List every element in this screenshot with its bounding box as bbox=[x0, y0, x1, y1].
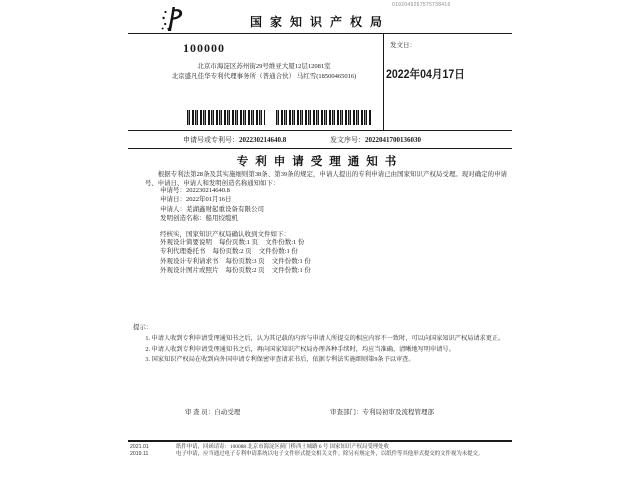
notes-title: 提示： bbox=[133, 324, 153, 331]
notice-intro: 根据专利法第28条及其实施细则第38条、第39条的规定，申请人提出的专利申请已由国家知识产权局受理。现对确定的申请号、申请日、申请人和发明创造名称通知如下： bbox=[145, 171, 507, 187]
agency-title: 国家知识产权局 bbox=[249, 15, 390, 29]
received-documents-list bbox=[160, 238, 311, 276]
footer-paper-line: 纸件申请，回函请寄：100088 北京市海淀区蓟门桥西土城路 6 号 国家知识产权局受理处收 bbox=[176, 444, 389, 450]
field-filing-date: 申请日：2022年01月16日 bbox=[160, 196, 232, 204]
dispatch-date-label: 发文日： bbox=[390, 42, 416, 49]
recipient-address bbox=[150, 62, 378, 82]
document-row: 专利代理委托书 每份页数:2 页 文件份数:1 份 bbox=[160, 248, 298, 256]
notice-title: 专利申请受理通知书 bbox=[236, 156, 404, 168]
received-documents-intro: 经核实，国家知识产权局确认收到文件如下： bbox=[160, 231, 290, 238]
divider bbox=[383, 33, 384, 130]
examiner-label: 审 查 员： bbox=[185, 409, 215, 416]
field-application-number: 申请号：202230214640.8 bbox=[160, 187, 230, 194]
form-code: 2019.11 bbox=[130, 451, 149, 457]
barcode bbox=[276, 110, 372, 125]
document-serial-number: 0192049267575738416 bbox=[392, 2, 451, 8]
examiner-row bbox=[185, 407, 240, 416]
note-item: 3. 国家知识产权局在收到向外国申请专利保密审查请求书后，依据专利法实施细则第9条予以审查。 bbox=[145, 356, 415, 363]
note-item: 2. 申请人收到专利申请受理通知书之后，再向国家知识产权局办理各种手续时，均应当准确、清晰地写明申请号。 bbox=[145, 345, 455, 353]
application-number: 202230214640.8 bbox=[239, 136, 287, 144]
divider bbox=[128, 440, 512, 442]
dispatch-serial-label: 发文序号： bbox=[330, 136, 365, 144]
dispatch-serial: 2022041700136030 bbox=[365, 136, 421, 144]
divider bbox=[128, 33, 512, 34]
recipient-agent-line: 北京盛凡佳华专利代理事务所（普通合伙） 马红雪(18500465016) bbox=[171, 73, 357, 80]
examiner-value: 自动受理 bbox=[214, 409, 241, 416]
form-code: 2021.01 bbox=[130, 444, 149, 450]
field-applicant: 申请人：芜湖鑫财起重设备有限公司 bbox=[160, 205, 264, 213]
divider bbox=[128, 148, 512, 149]
recipient-address-line: 北京市海淀区苏州街29号维亚大厦12层12081室 bbox=[197, 63, 331, 70]
recipient-postcode: 100000 bbox=[183, 41, 225, 55]
application-number-row bbox=[183, 135, 286, 145]
note-item: 1. 申请人收到专利申请受理通知书之后，认为其记载的内容与申请人所提交的相应内容不一致时，可以向国家知识产权局请求更正。 bbox=[145, 335, 505, 342]
barcode bbox=[187, 110, 265, 125]
divider bbox=[128, 130, 512, 131]
form-revision-codes bbox=[130, 444, 149, 458]
dispatch-serial-row bbox=[330, 135, 421, 145]
application-fields bbox=[160, 186, 264, 224]
document-row: 外观设计专利请求书 每份页数:3 页 文件份数:1 份 bbox=[160, 257, 311, 265]
footer-instructions bbox=[176, 444, 508, 458]
department-row bbox=[330, 407, 434, 416]
department-value: 专利局初审及流程管理部 bbox=[362, 409, 434, 416]
document-row: 外观设计图片或照片 每份页数:2 页 文件份数:1 份 bbox=[160, 267, 311, 275]
document-row: 外观设计简要说明 每份页数:1 页 文件份数:1 份 bbox=[160, 239, 305, 246]
footer-electronic-line: 电子申请，应当通过电子专利申请系统以电子文件形式提交相关文件。除另有规定外，以纸件等其他形式提交的文件视为未提交。 bbox=[176, 450, 484, 457]
notes-section bbox=[133, 322, 511, 364]
department-label: 审查部门： bbox=[330, 409, 363, 416]
dispatch-date: 2022年04月17日 bbox=[386, 69, 465, 81]
application-number-label: 申请号或专利号： bbox=[183, 136, 239, 144]
field-invention-name: 发明创造名称：船用绞缆机 bbox=[160, 215, 238, 223]
